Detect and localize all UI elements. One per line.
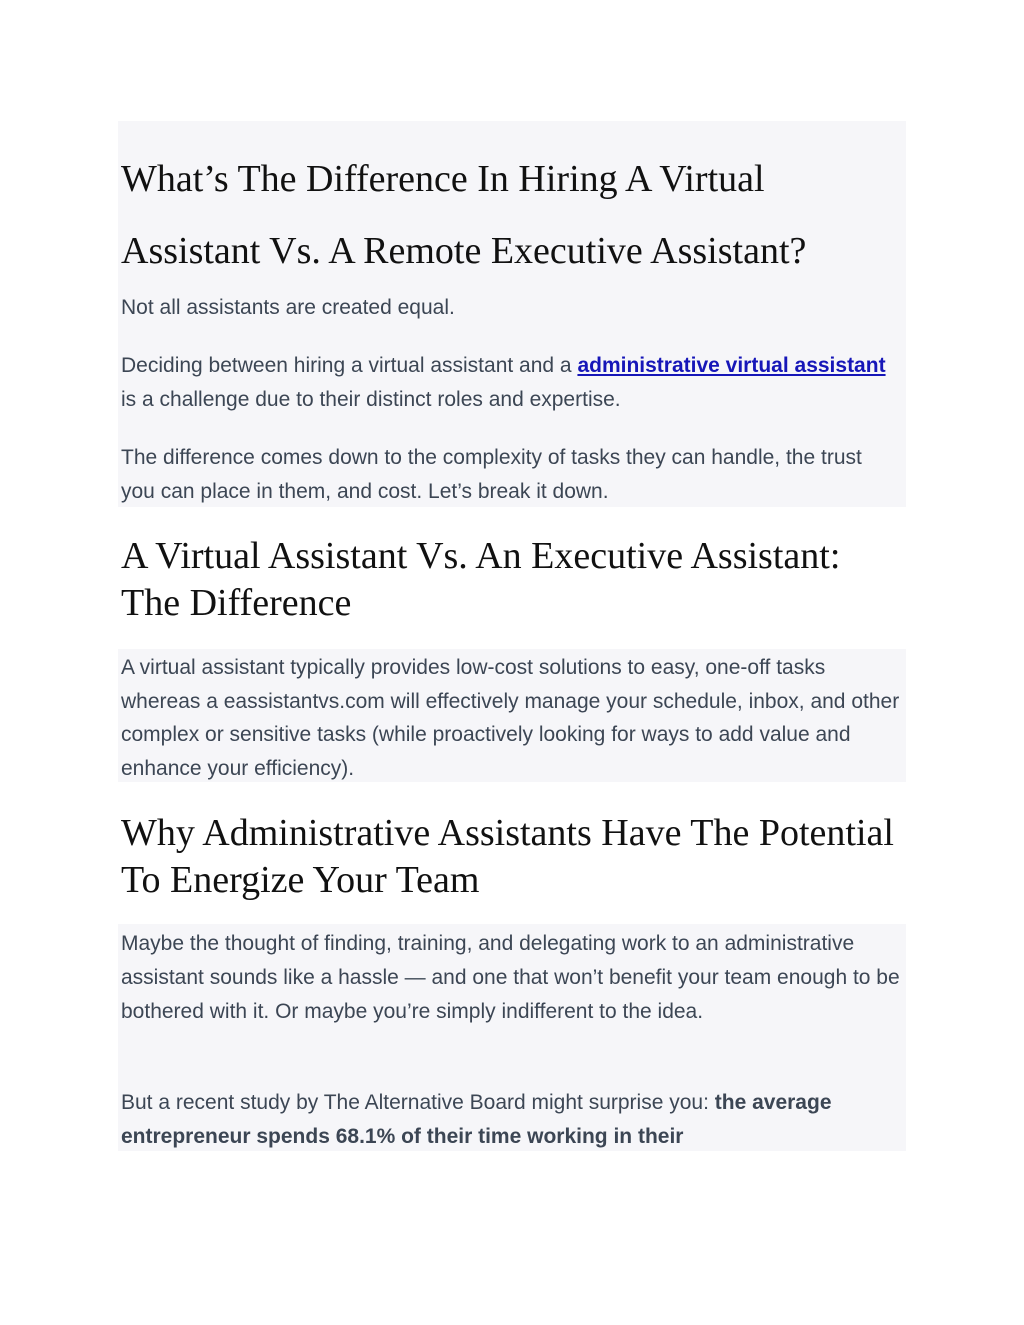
intro-section [118,121,906,507]
administrative-virtual-assistant-link[interactable]: administrative virtual assistant [577,354,886,377]
section-heading-va-vs-ea: A Virtual Assistant Vs. An Executive Assistant: The Difference [121,535,841,624]
study-text-before: But a recent study by The Alternative Board might surprise you: [121,1091,715,1114]
why-admin-section [118,924,906,1151]
study-text-bold: the average entrepreneur spends 68.1% of their time working in their [121,1091,832,1148]
intro-paragraph-not-all: Not all assistants are created equal. [121,296,455,319]
page-title: What’s The Difference In Hiring A Virtual Assistant Vs. A Remote Executive Assistant? [121,158,807,272]
intro-paragraph-deciding [121,349,901,417]
section-heading-why-admin: Why Administrative Assistants Have The Potential To Energize Your Team [121,812,894,901]
deciding-text-after: is a challenge due to their distinct roles and expertise. [121,388,621,411]
intro-paragraph-difference: The difference comes down to the complexity of tasks they can handle, the trust you can place in them, and cost. Let’s break it down. [121,446,862,503]
va-vs-ea-section [118,649,906,782]
why-admin-paragraph-maybe: Maybe the thought of finding, training, and delegating work to an administrative assistant sounds like a hassle — and one that won’t benefit your team enough to be bothered with it. Or maybe you’re simply indifferent to the idea. [121,932,900,1023]
va-vs-ea-paragraph: A virtual assistant typically provides low-cost solutions to easy, one-off tasks whereas a eassistantvs.com will effectively manage your schedule, inbox, and other complex or sensitive tasks (while proactively looking for ways to add value and enhance your efficiency). [121,656,900,780]
deciding-text-before: Deciding between hiring a virtual assistant and a [121,354,578,377]
why-admin-paragraph-study [121,1086,901,1154]
